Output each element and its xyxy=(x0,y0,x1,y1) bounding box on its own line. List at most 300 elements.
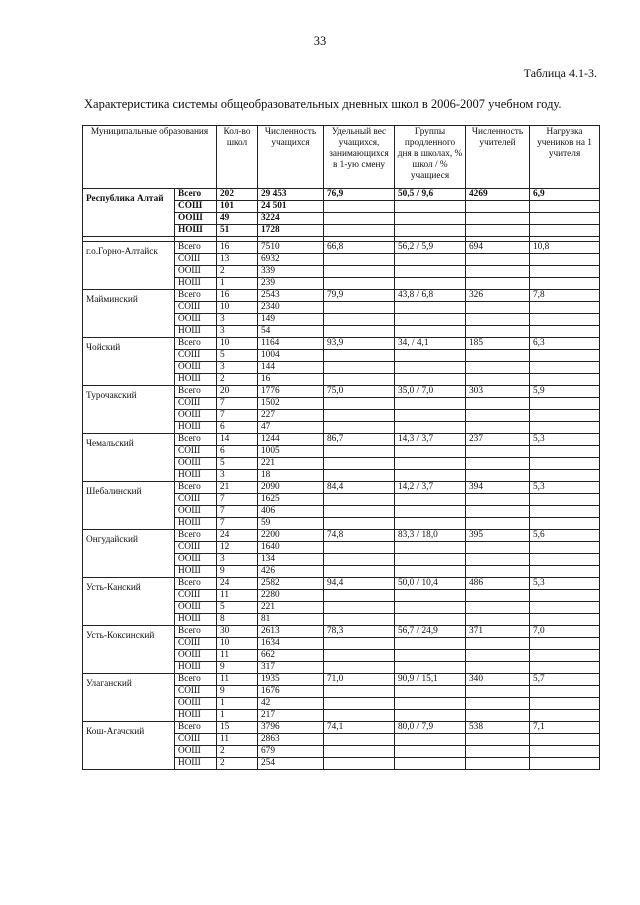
empty-cell xyxy=(530,213,600,225)
schools-table xyxy=(82,125,600,770)
empty-cell xyxy=(530,686,600,698)
table-row xyxy=(83,338,600,350)
empty-cell xyxy=(466,614,530,626)
student-count-cell: 679 xyxy=(258,746,324,758)
empty-cell xyxy=(395,638,466,650)
school-type-cell: ООШ xyxy=(175,602,217,614)
empty-cell xyxy=(530,458,600,470)
empty-cell xyxy=(466,542,530,554)
school-count-cell: 10 xyxy=(217,302,258,314)
empty-cell xyxy=(395,746,466,758)
empty-cell xyxy=(324,201,395,213)
document-title: Характеристика системы общеобразовательных дневных школ в 2006-2007 учебном году. xyxy=(84,97,562,111)
first-shift-cell: 74,8 xyxy=(324,530,395,542)
teacher-count-cell: 326 xyxy=(466,290,530,302)
student-count-cell: 217 xyxy=(258,710,324,722)
empty-cell xyxy=(466,566,530,578)
empty-cell xyxy=(530,602,600,614)
school-type-cell: Всего xyxy=(175,482,217,494)
empty-cell xyxy=(530,494,600,506)
school-count-cell: 21 xyxy=(217,482,258,494)
school-count-cell: 11 xyxy=(217,650,258,662)
empty-cell xyxy=(395,686,466,698)
teacher-load-cell: 5,3 xyxy=(530,482,600,494)
empty-cell xyxy=(395,201,466,213)
empty-cell xyxy=(530,506,600,518)
empty-cell xyxy=(466,314,530,326)
region-name: Чойский xyxy=(83,338,175,386)
empty-cell xyxy=(530,302,600,314)
school-count-cell: 11 xyxy=(217,734,258,746)
empty-cell xyxy=(530,590,600,602)
student-count-cell: 1634 xyxy=(258,638,324,650)
empty-cell xyxy=(324,506,395,518)
school-count-cell: 30 xyxy=(217,626,258,638)
student-count-cell: 149 xyxy=(258,314,324,326)
empty-cell xyxy=(324,266,395,278)
empty-cell xyxy=(530,326,600,338)
table-row xyxy=(83,626,600,638)
empty-cell xyxy=(395,446,466,458)
student-count-cell: 1776 xyxy=(258,386,324,398)
school-type-cell: СОШ xyxy=(175,734,217,746)
school-type-cell: Всего xyxy=(175,434,217,446)
school-type-cell: НОШ xyxy=(175,374,217,386)
empty-cell xyxy=(324,314,395,326)
school-count-cell: 6 xyxy=(217,446,258,458)
teacher-load-cell: 10,8 xyxy=(530,242,600,254)
student-count-cell: 47 xyxy=(258,422,324,434)
student-count-cell: 3796 xyxy=(258,722,324,734)
extended-groups-cell: 43,8 / 6,8 xyxy=(395,290,466,302)
school-type-cell: Всего xyxy=(175,674,217,686)
table-row xyxy=(83,242,600,254)
school-count-cell: 14 xyxy=(217,434,258,446)
school-count-cell: 101 xyxy=(217,201,258,213)
school-type-cell: СОШ xyxy=(175,638,217,650)
empty-cell xyxy=(324,470,395,482)
empty-cell xyxy=(466,746,530,758)
empty-cell xyxy=(395,398,466,410)
teacher-count-cell: 4269 xyxy=(466,189,530,201)
empty-cell xyxy=(395,698,466,710)
school-count-cell: 16 xyxy=(217,290,258,302)
empty-cell xyxy=(466,518,530,530)
extended-groups-cell: 50,5 / 9,6 xyxy=(395,189,466,201)
student-count-cell: 1676 xyxy=(258,686,324,698)
school-count-cell: 2 xyxy=(217,266,258,278)
empty-cell xyxy=(324,650,395,662)
empty-cell xyxy=(466,213,530,225)
empty-cell xyxy=(324,374,395,386)
extended-groups-cell: 35,0 / 7,0 xyxy=(395,386,466,398)
student-count-cell: 1625 xyxy=(258,494,324,506)
teacher-count-cell: 303 xyxy=(466,386,530,398)
table-row xyxy=(83,189,600,201)
empty-cell xyxy=(324,254,395,266)
table-body xyxy=(83,189,600,770)
school-count-cell: 2 xyxy=(217,758,258,770)
teacher-count-cell: 340 xyxy=(466,674,530,686)
empty-cell xyxy=(395,254,466,266)
student-count-cell: 1244 xyxy=(258,434,324,446)
table-row xyxy=(83,530,600,542)
empty-cell xyxy=(324,422,395,434)
empty-cell xyxy=(395,266,466,278)
school-type-cell: ООШ xyxy=(175,266,217,278)
student-count-cell: 2200 xyxy=(258,530,324,542)
empty-cell xyxy=(466,710,530,722)
school-count-cell: 7 xyxy=(217,518,258,530)
school-type-cell: СОШ xyxy=(175,590,217,602)
header-load: Нагрузка учеников на 1 учителя xyxy=(530,126,600,189)
empty-cell xyxy=(395,362,466,374)
teacher-count-cell: 237 xyxy=(466,434,530,446)
empty-cell xyxy=(324,542,395,554)
table-row xyxy=(83,386,600,398)
region-name: Улаганский xyxy=(83,674,175,722)
student-count-cell: 1502 xyxy=(258,398,324,410)
school-type-cell: СОШ xyxy=(175,494,217,506)
student-count-cell: 254 xyxy=(258,758,324,770)
region-name: Усть-Коксинский xyxy=(83,626,175,674)
empty-cell xyxy=(530,374,600,386)
empty-cell xyxy=(530,758,600,770)
student-count-cell: 1640 xyxy=(258,542,324,554)
school-count-cell: 16 xyxy=(217,242,258,254)
first-shift-cell: 76,9 xyxy=(324,189,395,201)
empty-cell xyxy=(324,686,395,698)
teacher-load-cell: 5,3 xyxy=(530,434,600,446)
empty-cell xyxy=(395,314,466,326)
school-count-cell: 10 xyxy=(217,638,258,650)
teacher-load-cell: 5,9 xyxy=(530,386,600,398)
school-count-cell: 2 xyxy=(217,746,258,758)
first-shift-cell: 94,4 xyxy=(324,578,395,590)
empty-cell xyxy=(530,746,600,758)
extended-groups-cell: 56,2 / 5,9 xyxy=(395,242,466,254)
school-count-cell: 3 xyxy=(217,554,258,566)
empty-cell xyxy=(324,662,395,674)
empty-cell xyxy=(530,734,600,746)
empty-cell xyxy=(530,470,600,482)
school-type-cell: Всего xyxy=(175,722,217,734)
empty-cell xyxy=(530,554,600,566)
empty-cell xyxy=(466,458,530,470)
school-count-cell: 8 xyxy=(217,614,258,626)
empty-cell xyxy=(324,758,395,770)
teacher-count-cell: 185 xyxy=(466,338,530,350)
header-teachers: Численность учителей xyxy=(466,126,530,189)
region-name: Турочакский xyxy=(83,386,175,434)
empty-cell xyxy=(530,362,600,374)
empty-cell xyxy=(324,398,395,410)
school-type-cell: НОШ xyxy=(175,518,217,530)
empty-cell xyxy=(466,686,530,698)
student-count-cell: 2090 xyxy=(258,482,324,494)
empty-cell xyxy=(530,650,600,662)
empty-cell xyxy=(466,602,530,614)
empty-cell xyxy=(395,410,466,422)
empty-cell xyxy=(466,734,530,746)
student-count-cell: 1935 xyxy=(258,674,324,686)
school-count-cell: 3 xyxy=(217,470,258,482)
teacher-load-cell: 5,6 xyxy=(530,530,600,542)
school-count-cell: 5 xyxy=(217,350,258,362)
student-count-cell: 2543 xyxy=(258,290,324,302)
school-count-cell: 24 xyxy=(217,530,258,542)
student-count-cell: 317 xyxy=(258,662,324,674)
empty-cell xyxy=(466,398,530,410)
empty-cell xyxy=(324,446,395,458)
student-count-cell: 1164 xyxy=(258,338,324,350)
school-type-cell: НОШ xyxy=(175,710,217,722)
empty-cell xyxy=(466,422,530,434)
empty-cell xyxy=(530,410,600,422)
school-count-cell: 202 xyxy=(217,189,258,201)
empty-cell xyxy=(466,201,530,213)
school-type-cell: Всего xyxy=(175,530,217,542)
school-count-cell: 10 xyxy=(217,338,258,350)
teacher-load-cell: 6,9 xyxy=(530,189,600,201)
school-count-cell: 6 xyxy=(217,422,258,434)
school-type-cell: СОШ xyxy=(175,446,217,458)
empty-cell xyxy=(530,698,600,710)
region-name: Шебалинский xyxy=(83,482,175,530)
student-count-cell: 227 xyxy=(258,410,324,422)
empty-cell xyxy=(466,266,530,278)
empty-cell xyxy=(466,506,530,518)
empty-cell xyxy=(466,374,530,386)
student-count-cell: 239 xyxy=(258,278,324,290)
school-type-cell: Всего xyxy=(175,626,217,638)
school-type-cell: Всего xyxy=(175,290,217,302)
empty-cell xyxy=(395,422,466,434)
empty-cell xyxy=(466,410,530,422)
empty-cell xyxy=(395,518,466,530)
school-type-cell: ООШ xyxy=(175,650,217,662)
empty-cell xyxy=(395,590,466,602)
school-type-cell: Всего xyxy=(175,242,217,254)
school-count-cell: 5 xyxy=(217,602,258,614)
student-count-cell: 81 xyxy=(258,614,324,626)
school-type-cell: НОШ xyxy=(175,758,217,770)
empty-cell xyxy=(324,710,395,722)
school-count-cell: 3 xyxy=(217,362,258,374)
empty-cell xyxy=(530,201,600,213)
student-count-cell: 7510 xyxy=(258,242,324,254)
first-shift-cell: 75,0 xyxy=(324,386,395,398)
teacher-count-cell: 394 xyxy=(466,482,530,494)
empty-cell xyxy=(466,650,530,662)
school-type-cell: НОШ xyxy=(175,422,217,434)
school-type-cell: СОШ xyxy=(175,302,217,314)
school-type-cell: СОШ xyxy=(175,254,217,266)
empty-cell xyxy=(395,225,466,237)
empty-cell xyxy=(324,458,395,470)
empty-cell xyxy=(466,278,530,290)
student-count-cell: 42 xyxy=(258,698,324,710)
school-type-cell: СОШ xyxy=(175,350,217,362)
student-count-cell: 24 501 xyxy=(258,201,324,213)
empty-cell xyxy=(466,494,530,506)
school-count-cell: 9 xyxy=(217,686,258,698)
student-count-cell: 2613 xyxy=(258,626,324,638)
student-count-cell: 29 453 xyxy=(258,189,324,201)
empty-cell xyxy=(466,254,530,266)
student-count-cell: 2582 xyxy=(258,578,324,590)
student-count-cell: 6932 xyxy=(258,254,324,266)
student-count-cell: 2340 xyxy=(258,302,324,314)
school-count-cell: 9 xyxy=(217,566,258,578)
school-type-cell: СОШ xyxy=(175,542,217,554)
teacher-count-cell: 694 xyxy=(466,242,530,254)
empty-cell xyxy=(466,758,530,770)
school-type-cell: ООШ xyxy=(175,746,217,758)
school-type-cell: Всего xyxy=(175,338,217,350)
student-count-cell: 1005 xyxy=(258,446,324,458)
empty-cell xyxy=(466,638,530,650)
empty-cell xyxy=(530,314,600,326)
empty-cell xyxy=(324,566,395,578)
first-shift-cell: 84,4 xyxy=(324,482,395,494)
empty-cell xyxy=(466,698,530,710)
school-type-cell: НОШ xyxy=(175,470,217,482)
extended-groups-cell: 14,3 / 3,7 xyxy=(395,434,466,446)
first-shift-cell: 78,3 xyxy=(324,626,395,638)
student-count-cell: 134 xyxy=(258,554,324,566)
empty-cell xyxy=(466,362,530,374)
school-type-cell: ООШ xyxy=(175,554,217,566)
school-type-cell: ООШ xyxy=(175,362,217,374)
school-count-cell: 7 xyxy=(217,494,258,506)
student-count-cell: 1004 xyxy=(258,350,324,362)
school-type-cell: СОШ xyxy=(175,398,217,410)
school-count-cell: 3 xyxy=(217,326,258,338)
teacher-count-cell: 371 xyxy=(466,626,530,638)
teacher-load-cell: 5,3 xyxy=(530,578,600,590)
teacher-count-cell: 395 xyxy=(466,530,530,542)
region-name: Усть-Канский xyxy=(83,578,175,626)
school-count-cell: 7 xyxy=(217,506,258,518)
region-name: Майминский xyxy=(83,290,175,338)
empty-cell xyxy=(530,614,600,626)
table-row xyxy=(83,482,600,494)
region-name: Онгудайский xyxy=(83,530,175,578)
school-type-cell: ООШ xyxy=(175,213,217,225)
school-type-cell: НОШ xyxy=(175,662,217,674)
table-header-row xyxy=(83,126,600,189)
teacher-load-cell: 5,7 xyxy=(530,674,600,686)
student-count-cell: 1728 xyxy=(258,225,324,237)
school-type-cell: НОШ xyxy=(175,225,217,237)
table-row xyxy=(83,674,600,686)
empty-cell xyxy=(324,350,395,362)
empty-cell xyxy=(324,410,395,422)
empty-cell xyxy=(324,746,395,758)
school-count-cell: 1 xyxy=(217,278,258,290)
first-shift-cell: 93,9 xyxy=(324,338,395,350)
school-type-cell: НОШ xyxy=(175,278,217,290)
school-count-cell: 1 xyxy=(217,698,258,710)
region-name: Кош-Агачский xyxy=(83,722,175,770)
extended-groups-cell: 50,0 / 10,4 xyxy=(395,578,466,590)
empty-cell xyxy=(395,602,466,614)
empty-cell xyxy=(466,446,530,458)
table-row xyxy=(83,434,600,446)
empty-cell xyxy=(466,662,530,674)
empty-cell xyxy=(395,470,466,482)
first-shift-cell: 86,7 xyxy=(324,434,395,446)
student-count-cell: 221 xyxy=(258,458,324,470)
student-count-cell: 2863 xyxy=(258,734,324,746)
empty-cell xyxy=(324,302,395,314)
empty-cell xyxy=(395,350,466,362)
empty-cell xyxy=(395,506,466,518)
table-row xyxy=(83,578,600,590)
empty-cell xyxy=(530,446,600,458)
school-type-cell: Всего xyxy=(175,189,217,201)
extended-groups-cell: 34, / 4,1 xyxy=(395,338,466,350)
student-count-cell: 54 xyxy=(258,326,324,338)
school-type-cell: НОШ xyxy=(175,566,217,578)
empty-cell xyxy=(530,266,600,278)
header-students: Численность учащихся xyxy=(258,126,324,189)
extended-groups-cell: 90,9 / 15,1 xyxy=(395,674,466,686)
student-count-cell: 59 xyxy=(258,518,324,530)
school-count-cell: 24 xyxy=(217,578,258,590)
empty-cell xyxy=(324,614,395,626)
empty-cell xyxy=(395,278,466,290)
empty-cell xyxy=(395,326,466,338)
extended-groups-cell: 83,3 / 18,0 xyxy=(395,530,466,542)
empty-cell xyxy=(530,662,600,674)
student-count-cell: 221 xyxy=(258,602,324,614)
empty-cell xyxy=(324,602,395,614)
empty-cell xyxy=(324,518,395,530)
empty-cell xyxy=(395,710,466,722)
extended-groups-cell: 14,2 / 3,7 xyxy=(395,482,466,494)
school-count-cell: 7 xyxy=(217,410,258,422)
empty-cell xyxy=(395,650,466,662)
empty-cell xyxy=(324,638,395,650)
empty-cell xyxy=(530,542,600,554)
first-shift-cell: 79,9 xyxy=(324,290,395,302)
empty-cell xyxy=(466,350,530,362)
table-row xyxy=(83,722,600,734)
student-count-cell: 18 xyxy=(258,470,324,482)
school-type-cell: Всего xyxy=(175,386,217,398)
extended-groups-cell: 56,7 / 24,9 xyxy=(395,626,466,638)
region-name: г.о.Горно-Алтайск xyxy=(83,242,175,290)
school-type-cell: НОШ xyxy=(175,326,217,338)
empty-cell xyxy=(324,278,395,290)
region-name: Республика Алтай xyxy=(83,189,175,237)
empty-cell xyxy=(466,225,530,237)
empty-cell xyxy=(395,554,466,566)
empty-cell xyxy=(466,302,530,314)
empty-cell xyxy=(395,374,466,386)
school-type-cell: ООШ xyxy=(175,314,217,326)
empty-cell xyxy=(530,278,600,290)
school-type-cell: ООШ xyxy=(175,410,217,422)
empty-cell xyxy=(395,494,466,506)
empty-cell xyxy=(395,758,466,770)
empty-cell xyxy=(395,614,466,626)
empty-cell xyxy=(466,470,530,482)
student-count-cell: 406 xyxy=(258,506,324,518)
school-count-cell: 49 xyxy=(217,213,258,225)
